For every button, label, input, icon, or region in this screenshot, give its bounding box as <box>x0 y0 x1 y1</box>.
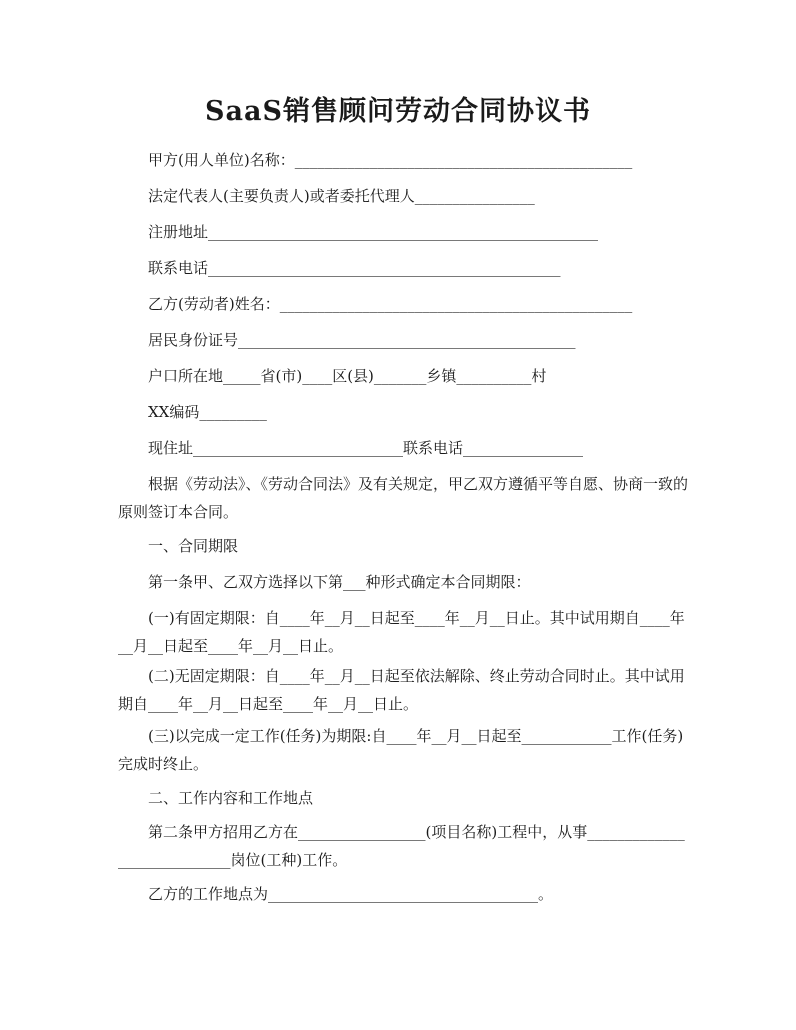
article-1-paragraph: 第一条甲、乙双方选择以下第___种形式确定本合同期限： <box>148 573 531 591</box>
task-term-paragraph: (三)以完成一定工作(任务)为期限:自____年__月__日起至____________工作(任务)完成时终止。 <box>118 727 684 773</box>
party-a-phone-line: 联系电话_______________________________________________ <box>148 259 561 277</box>
legal-representative-line: 法定代表人(主要负责人)或者委托代理人________________ <box>148 187 535 205</box>
registered-address-line: 注册地址____________________________________________________ <box>148 223 599 241</box>
id-number-line: 居民身份证号_____________________________________________ <box>148 331 576 349</box>
party-a-name-line: 甲方(用人单位)名称：_____________________________________________ <box>148 151 633 169</box>
document-title: SaaS销售顾问劳动合同协议书 <box>205 96 591 127</box>
household-registration-line: 户口所在地_____省(市)____区(县)_______乡镇__________村 <box>148 367 547 385</box>
preamble-paragraph: 根据《劳动法》、《劳动合同法》及有关规定，甲乙双方遵循平等自愿、协商一致的原则签订本合同。 <box>118 475 689 521</box>
fixed-term-paragraph: (一)有固定期限：自____年__月__日起至____年__月__日止。其中试用期自____年__月__日起至____年__月__日止。 <box>118 609 685 655</box>
article-2-paragraph: 第二条甲方招用乙方在_________________(项目名称)工程中，从事____________________________岗位(工种)工作。 <box>118 823 685 869</box>
code-line: XX编码_________ <box>148 403 267 421</box>
section-heading-term: 一、合同期限 <box>148 537 239 555</box>
work-location-line: 乙方的工作地点为____________________________________。 <box>148 885 554 903</box>
section-heading-work: 二、工作内容和工作地点 <box>148 789 314 807</box>
open-term-paragraph: (二)无固定期限：自____年__月__日起至依法解除、终止劳动合同时止。其中试用期自____年__月__日起至____年__月__日止。 <box>118 667 685 713</box>
party-b-name-line: 乙方(劳动者)姓名：_______________________________________________ <box>148 295 633 313</box>
current-address-line: 现住址____________________________联系电话________________ <box>148 439 584 457</box>
